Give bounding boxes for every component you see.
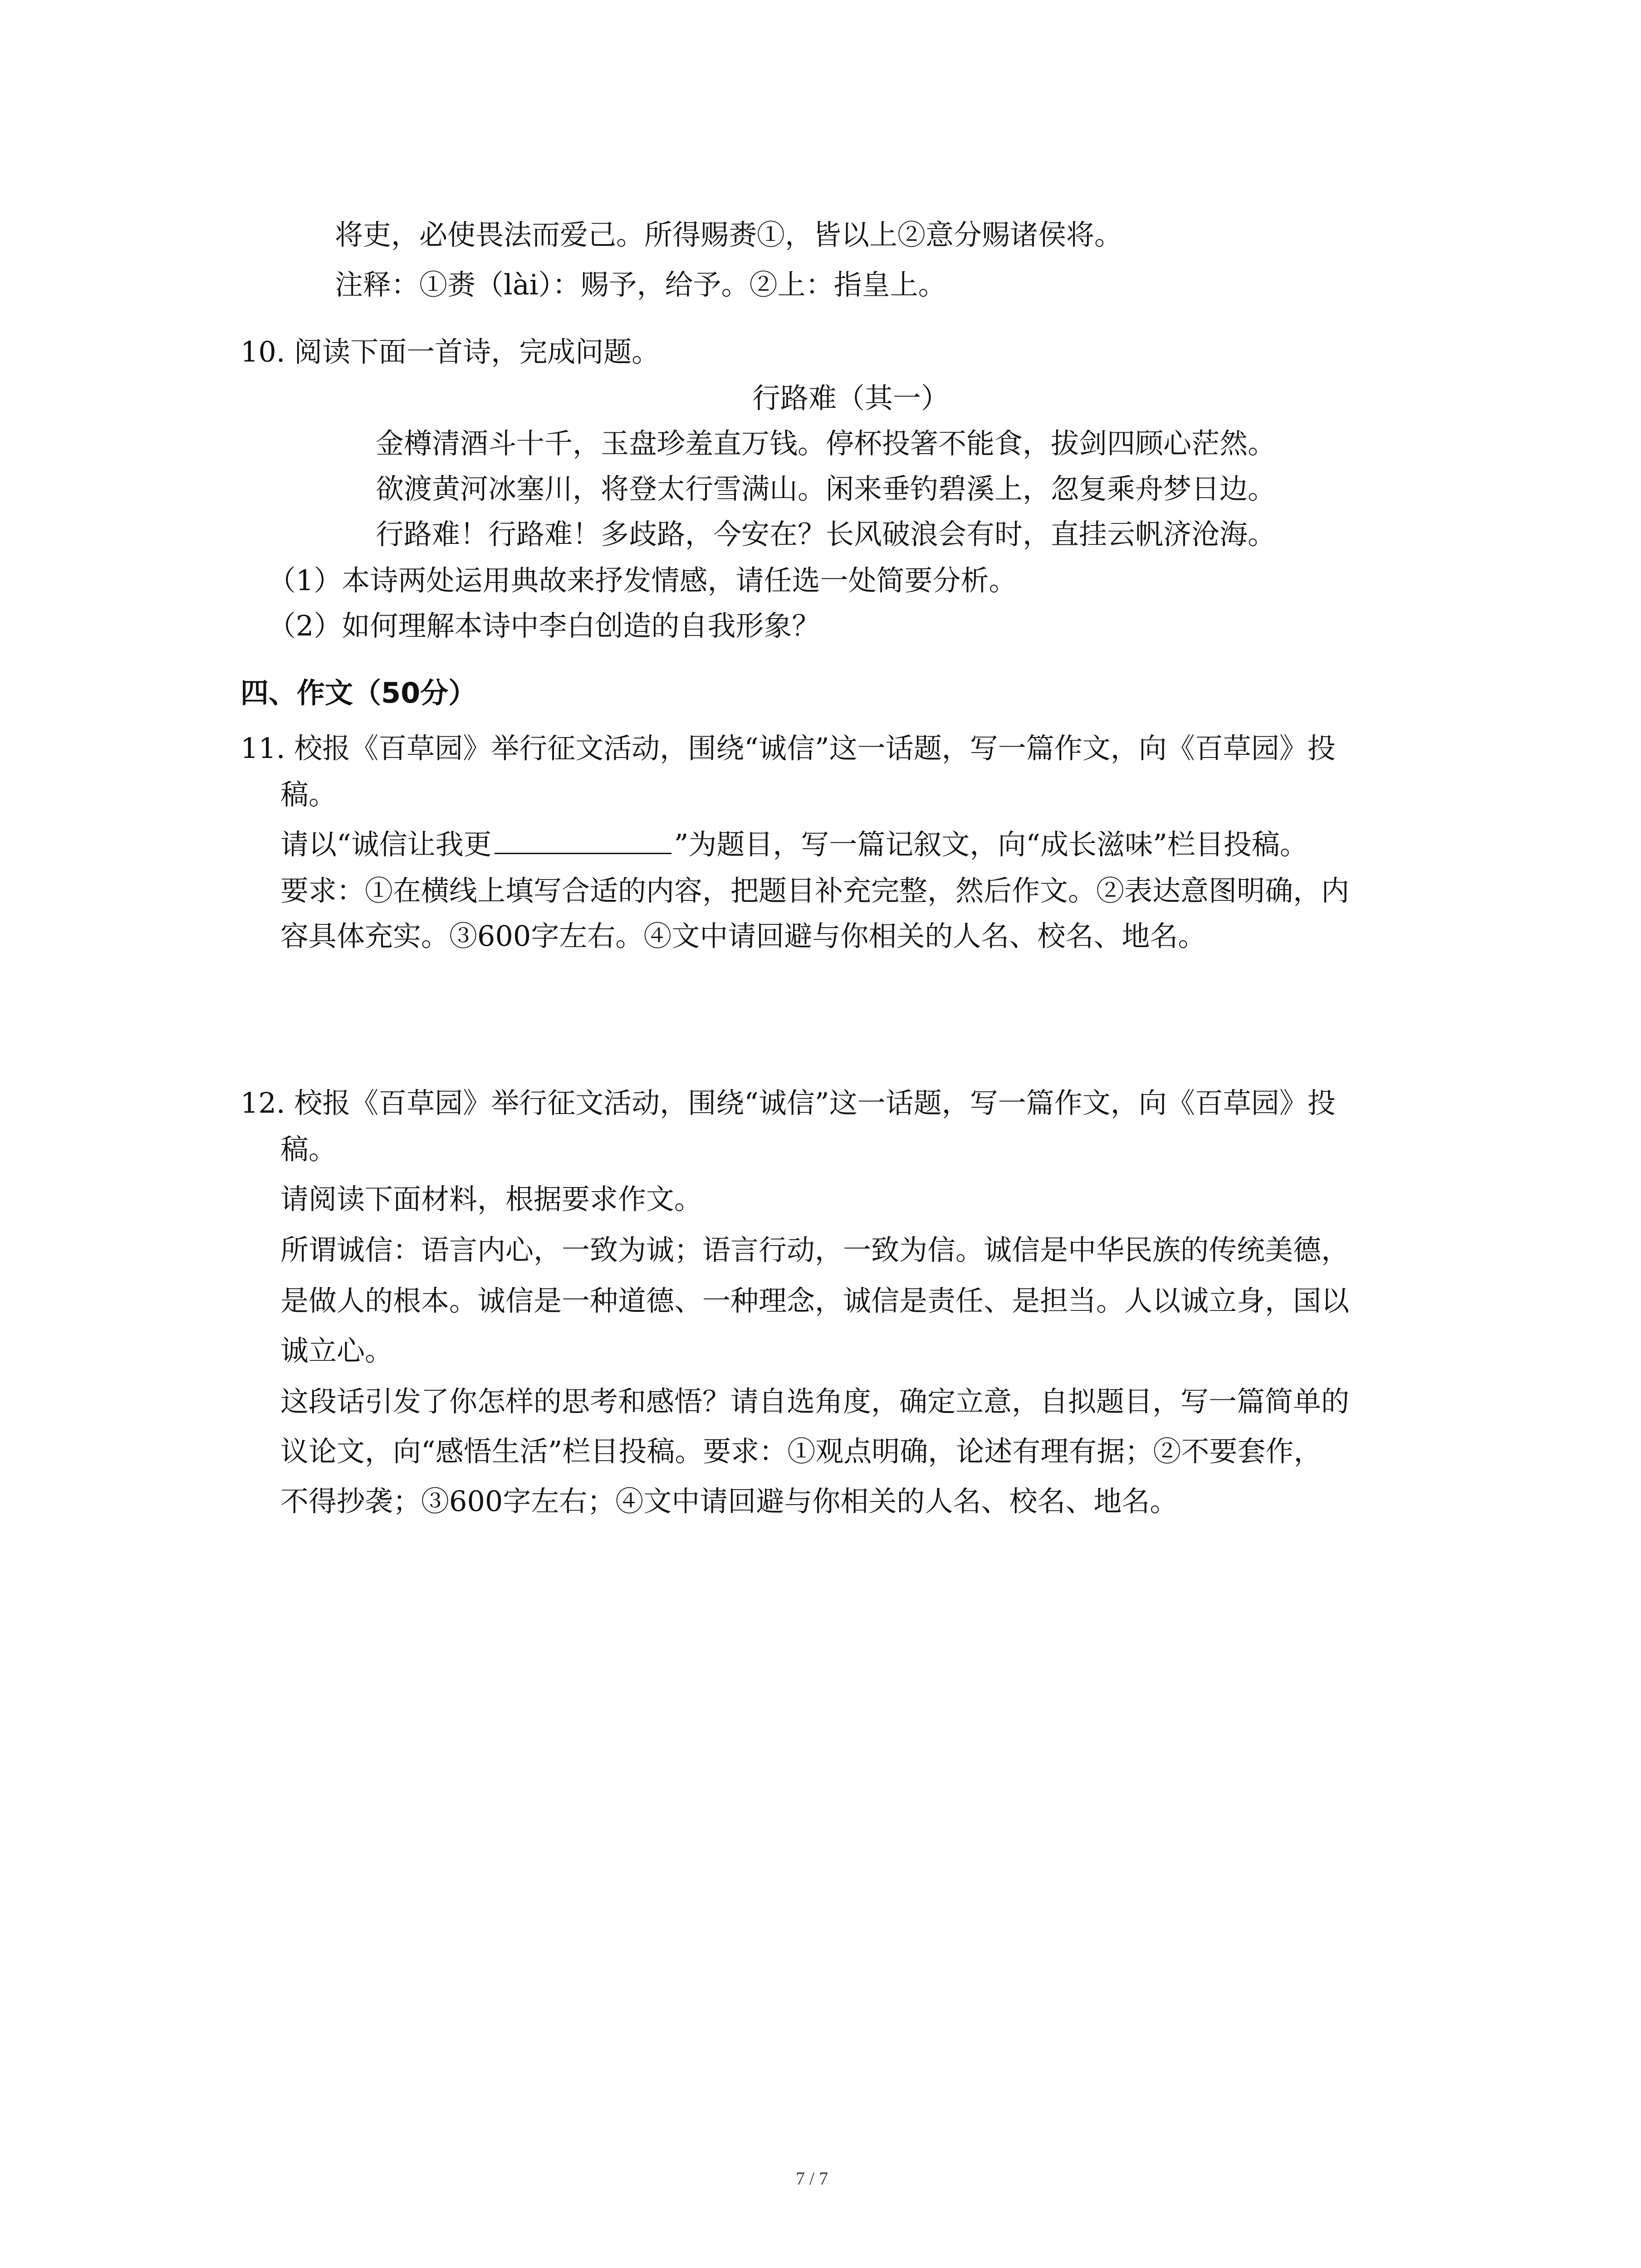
question-11-prompt <box>280 826 1308 863</box>
poem-line-1: 金樽清酒斗十千，玉盘珍羞直万钱。停杯投箸不能食，拔剑四顾心茫然。 <box>376 427 1276 460</box>
material-line-2: 是做人的根本。诚信是一种道德、一种理念，诚信是责任、是担当。人以诚立身，国以 <box>280 1284 1350 1317</box>
poem-title: 行路难（其一） <box>752 381 950 415</box>
question-10-sub-1: （1）本诗两处运用典故来抒发情感，请任选一处简要分析。 <box>268 564 1017 597</box>
poem-line-3: 行路难！行路难！多歧路，今安在？长风破浪会有时，直挂云帆济沧海。 <box>376 518 1276 551</box>
question-11-line-1: 11. 校报《百草园》举行征文活动，围绕“诚信”这一话题，写一篇作文，向《百草园》投 <box>240 732 1336 765</box>
poem-line-2: 欲渡黄河冰塞川，将登太行雪满山。闲来垂钓碧溪上，忽复乘舟梦日边。 <box>376 472 1276 505</box>
title-blank <box>495 829 671 854</box>
question-12-line-1: 12. 校报《百草园》举行征文活动，围绕“诚信”这一话题，写一篇作文，向《百草园》投 <box>240 1086 1336 1119</box>
question-11-requirement-1: 要求：①在横线上填写合适的内容，把题目补充完整，然后作文。②表达意图明确，内 <box>280 874 1350 907</box>
page-number: 7 / 7 <box>796 2168 828 2189</box>
material-line-3: 诚立心。 <box>280 1334 393 1367</box>
annotation-note: 注释：①赉（lài）：赐予，给予。②上：指皇上。 <box>335 268 946 301</box>
prompt-text-after: ”为题目，写一篇记叙文，向“成长滋味”栏目投稿。 <box>674 828 1308 861</box>
question-10-sub-2: （2）如何理解本诗中李白创造的自我形象？ <box>268 609 820 642</box>
passage-line: 将吏，必使畏法而爱己。所得赐赉①，皆以上②意分赐诸侯将。 <box>335 218 1123 251</box>
question-11-requirement-2: 容具体充实。③600字左右。④文中请回避与你相关的人名、校名、地名。 <box>280 919 1206 953</box>
section-heading: 四、作文（50分） <box>240 676 477 709</box>
question-12-line-3: 请阅读下面材料，根据要求作文。 <box>280 1183 703 1216</box>
question-11-line-2: 稿。 <box>280 778 337 811</box>
material-line-1: 所谓诚信：语言内心，一致为诚；语言行动，一致为信。诚信是中华民族的传统美德， <box>280 1233 1350 1266</box>
question-10-stem: 10. 阅读下面一首诗，完成问题。 <box>240 335 660 368</box>
task-line-2: 议论文，向“感悟生活”栏目投稿。要求：①观点明确，论述有理有据；②不要套作， <box>280 1435 1322 1468</box>
prompt-text-before: 请以“诚信让我更 <box>280 828 492 861</box>
question-12-line-2: 稿。 <box>280 1133 337 1166</box>
task-line-3: 不得抄袭；③600字左右；④文中请回避与你相关的人名、校名、地名。 <box>280 1485 1178 1518</box>
task-line-1: 这段话引发了你怎样的思考和感悟？请自选角度，确定立意，自拟题目，写一篇简单的 <box>280 1385 1350 1418</box>
